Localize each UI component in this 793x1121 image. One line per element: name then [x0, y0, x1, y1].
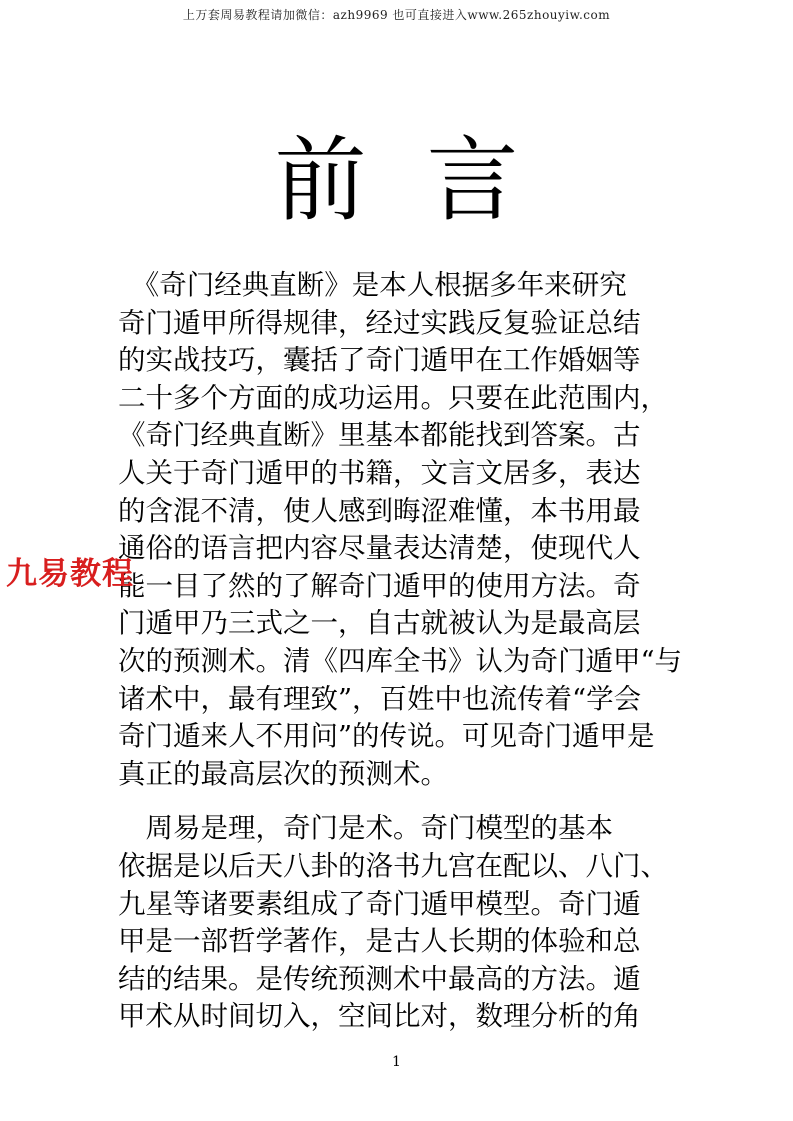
header-note: 上万套周易教程请加微信：azh9969 也可直接进入www.265zhouyiw.com [182, 8, 611, 22]
text-line: 奇门遁来人不用问”的传说。可见奇门遁甲是 [118, 720, 655, 753]
text-line: 次的预测术。清《四库全书》认为奇门遁甲“与 [118, 644, 683, 677]
body-text [118, 267, 683, 1036]
text-line: 人关于奇门遁甲的书籍，文言文居多，表达 [118, 456, 641, 489]
text-line: 二十多个方面的成功运用。只要在此范围内， [118, 381, 668, 414]
text-line: 周易是理，奇门是术。奇门模型的基本 [118, 812, 613, 845]
text-line: 通俗的语言把内容尽量表达清楚，使现代人 [118, 532, 641, 565]
text-line: 《奇门经典直断》里基本都能找到答案。古 [118, 419, 641, 452]
text-line: 甲术从时间切入，空间比对，数理分析的角 [118, 1000, 641, 1033]
text-line: 的含混不清，使人感到晦涩难懂，本书用最 [118, 494, 641, 527]
text-line: 门遁甲乃三式之一，自古就被认为是最高层 [118, 607, 641, 640]
text-line: 《奇门经典直断》是本人根据多年来研究 [118, 269, 627, 301]
page-title: 前言 [274, 127, 579, 234]
text-line: 结的结果。是传统预测术中最高的方法。遁 [118, 962, 641, 995]
page-number: 1 [392, 1054, 401, 1070]
text-line: 能一目了然的了解奇门遁甲的使用方法。奇 [118, 569, 641, 602]
text-line: 诸术中，最有理致”，百姓中也流传着“学会 [118, 682, 642, 715]
paragraph [118, 810, 678, 1036]
watermark-logo: 九易教程 [6, 556, 134, 592]
paragraph-gap [118, 793, 678, 810]
text-line: 依据是以后天八卦的洛书九宫在配以、八门、 [118, 849, 668, 882]
text-line: 奇门遁甲所得规律，经过实践反复验证总结 [118, 306, 641, 339]
text-line: 九星等诸要素组成了奇门遁甲模型。奇门遁 [118, 887, 641, 920]
text-line: 的实战技巧，囊括了奇门遁甲在工作婚姻等 [118, 344, 641, 377]
text-line: 甲是一部哲学著作，是古人长期的体验和总 [118, 925, 641, 958]
paragraph [118, 267, 683, 793]
text-line: 真正的最高层次的预测术。 [118, 757, 448, 790]
